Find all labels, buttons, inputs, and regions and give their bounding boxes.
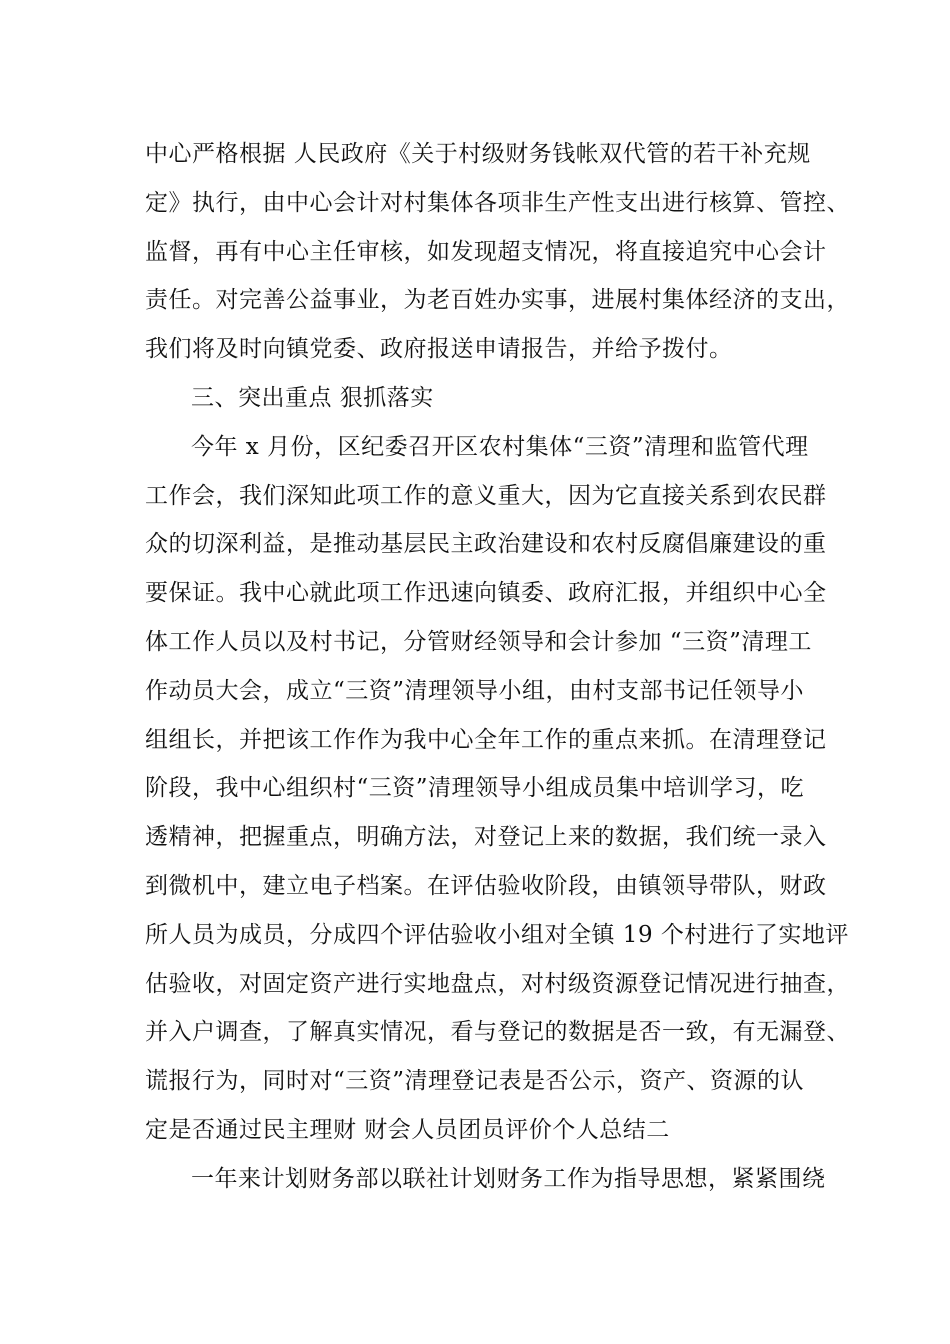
text-line: 监督，再有中心主任审核，如发现超支情况，将直接追究中心会计	[145, 238, 827, 265]
text-line: 估验收，对固定资产进行实地盘点，对村级资源登记情况进行抽查，	[145, 970, 850, 997]
text-line: 所人员为成员，分成四个评估验收小组对全镇 19 个村进行了实地评	[145, 921, 849, 948]
text-line: 工作会，我们深知此项工作的意义重大，因为它直接关系到农民群	[145, 482, 827, 509]
text-line: 透精神，把握重点，明确方法，对登记上来的数据，我们统一录入	[145, 824, 827, 851]
text-line: 今年 x 月份，区纪委召开区农村集体“三资”清理和监管代理	[191, 433, 809, 460]
text-line: 并入户调查，了解真实情况，看与登记的数据是否一致，有无漏登、	[145, 1019, 850, 1046]
text-line: 到微机中，建立电子档案。在评估验收阶段，由镇领导带队，财政	[145, 872, 827, 899]
text-line: 组组长，并把该工作作为我中心全年工作的重点来抓。在清理登记	[145, 726, 827, 753]
text-line: 作动员大会，成立“三资”清理领导小组，由村支部书记任领导小	[145, 677, 805, 704]
text-line: 中心严格根据 人民政府《关于村级财务钱帐双代管的若干补充规	[145, 141, 811, 167]
text-line: 责任。对完善公益事业，为老百姓办实事，进展村集体经济的支出，	[145, 287, 850, 314]
body-text	[145, 130, 850, 1204]
text-line: 谎报行为，同时对“三资”清理登记表是否公示，资产、资源的认	[145, 1068, 805, 1095]
text-line: 众的切深利益，是推动基层民主政治建设和农村反腐倡廉建设的重	[145, 531, 827, 558]
text-line: 定是否通过民主理财 财会人员团员评价个人总结二	[145, 1116, 670, 1143]
text-line: 体工作人员以及村书记，分管财经领导和会计参加 “三资”清理工	[145, 628, 812, 655]
text-line: 我们将及时向镇党委、政府报送申请报告，并给予拨付。	[145, 336, 733, 363]
text-line: 定》执行，由中心会计对村集体各项非生产性支出进行核算、管控、	[145, 189, 850, 216]
text-line: 三、突出重点 狠抓落实	[191, 384, 434, 411]
text-line: 一年来计划财务部以联社计划财务工作为指导思想，紧紧围绕	[191, 1165, 826, 1192]
text-line: 阶段，我中心组织村“三资”清理领导小组成员集中培训学习，吃	[145, 775, 805, 802]
text-line: 要保证。我中心就此项工作迅速向镇委、政府汇报，并组织中心全	[145, 580, 827, 607]
